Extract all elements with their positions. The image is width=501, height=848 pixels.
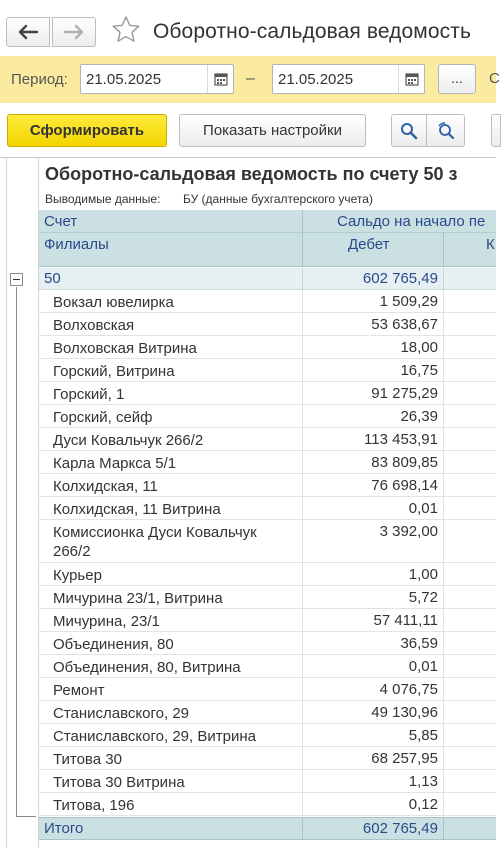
group-debit: 602 765,49 [362,270,438,287]
column-divider [302,336,303,358]
column-divider [443,655,444,677]
branch-debit: 5,72 [408,589,438,606]
branch-name: Мичурина 23/1, Витрина [53,590,223,607]
column-divider [443,497,444,519]
generate-button[interactable]: Сформировать [7,114,167,147]
report-area [0,157,496,847]
table-row[interactable] [39,563,496,586]
output-label: Выводимые данные: [45,192,161,206]
column-divider [302,818,303,839]
column-divider [443,233,444,266]
table-row[interactable] [39,678,496,701]
column-divider [443,520,444,562]
forward-button[interactable] [52,17,96,47]
group-account: 50 [44,270,61,287]
branch-name: Курьер [53,567,102,584]
search-icon [400,122,418,140]
search-next-icon [436,122,456,140]
column-divider [302,290,303,312]
period-from-field[interactable] [80,64,234,94]
column-divider [443,451,444,473]
column-header-credit: К [486,236,495,253]
column-divider [302,451,303,473]
window-header [0,0,496,56]
branch-name: Горский, 1 [53,386,125,403]
column-divider [302,655,303,677]
column-divider [443,586,444,608]
column-divider [302,359,303,381]
collapse-group-button[interactable] [10,273,23,286]
column-divider [443,405,444,427]
column-divider [302,210,303,232]
branch-name: Колхидская, 11 [53,478,158,495]
column-divider [302,586,303,608]
find-next-button[interactable] [427,114,465,147]
calendar-icon[interactable] [398,65,424,93]
branch-debit: 91 275,29 [371,385,438,402]
column-divider [443,724,444,746]
branch-debit: 36,59 [400,635,438,652]
table-row[interactable] [39,290,496,313]
branch-debit: 1,13 [408,773,438,790]
branch-debit: 18,00 [400,339,438,356]
column-divider [302,678,303,700]
arrow-left-icon [18,25,38,39]
period-bar [0,56,500,103]
table-row[interactable] [39,382,496,405]
gutter-divider [6,158,7,848]
branch-name: Объединения, 80 [53,636,174,653]
branch-name: Колхидская, 11 Витрина [53,501,221,518]
table-row[interactable] [39,313,496,336]
branch-debit: 53 638,67 [371,316,438,333]
branch-debit: 3 392,00 [379,523,438,540]
branch-debit: 83 809,85 [371,454,438,471]
calendar-icon[interactable] [207,65,233,93]
branch-debit: 0,12 [408,796,438,813]
branch-name: Волховская [53,317,135,334]
star-icon[interactable] [110,14,142,46]
table-header-row [39,210,496,233]
column-divider [443,290,444,312]
period-separator: – [246,70,255,87]
column-divider [302,405,303,427]
total-row [39,817,496,840]
branch-debit: 1,00 [408,566,438,583]
table-row[interactable] [39,724,496,747]
column-divider [443,793,444,815]
column-divider [302,233,303,266]
table-row[interactable] [39,520,496,563]
branch-name: Горский, Витрина [53,363,175,380]
table-row[interactable] [39,474,496,497]
column-divider [443,678,444,700]
column-divider [302,632,303,654]
table-row[interactable] [39,497,496,520]
column-divider [302,428,303,450]
column-divider [302,609,303,631]
table-row[interactable] [39,336,496,359]
period-to-field[interactable] [272,64,425,94]
branch-debit: 16,75 [400,362,438,379]
column-divider [443,268,444,290]
branch-name: Карла Маркса 5/1 [53,455,177,472]
branch-debit: 5,85 [408,727,438,744]
column-divider [443,632,444,654]
group-tree-line [16,816,36,817]
column-divider [443,818,444,839]
period-label: Период: [11,71,68,88]
branch-name: Мичурина, 23/1 [53,613,160,630]
column-divider [443,563,444,585]
column-divider [302,747,303,769]
back-button[interactable] [6,17,50,47]
branch-name: Станиславского, 29 [53,705,190,722]
branch-debit: 0,01 [408,500,438,517]
period-from-value: 21.05.2025 [86,71,162,88]
output-value: БУ (данные бухгалтерского учета) [183,192,373,206]
table-row[interactable] [39,405,496,428]
table-row[interactable] [39,793,496,816]
toolbar [0,103,496,157]
column-header-account: Счет [44,213,78,230]
column-divider [302,520,303,562]
table-row[interactable] [39,428,496,451]
table-header-row [39,233,496,267]
table-body [39,290,496,816]
column-divider [302,313,303,335]
branch-name: Ремонт [53,682,105,699]
column-divider [443,701,444,723]
branch-debit: 76 698,14 [371,477,438,494]
column-divider [443,609,444,631]
branch-name: Титова 30 [53,751,122,768]
select-period-button[interactable]: ... [438,64,476,94]
column-divider [443,313,444,335]
branch-debit: 113 453,91 [364,431,438,448]
branch-debit: 0,01 [408,658,438,675]
table-row[interactable] [39,632,496,655]
more-toolbar-button[interactable] [491,114,501,147]
branch-name: Титова 30 Витрина [53,774,185,791]
branch-debit: 57 411,11 [373,612,438,629]
column-divider [302,770,303,792]
branch-debit: 4 076,75 [379,681,438,698]
table-row[interactable] [39,609,496,632]
column-divider [443,770,444,792]
table-row[interactable] [39,655,496,678]
column-divider [302,382,303,404]
column-header-opening-balance: Сальдо на начало пе [337,213,486,230]
column-divider [302,474,303,496]
branch-name: Волховская Витрина [53,340,197,357]
arrow-right-icon [64,25,84,39]
branch-name: Комиссионка Дуси Ковальчук 266/2 [53,524,257,560]
column-divider [443,359,444,381]
column-divider [302,497,303,519]
column-header-debit: Дебет [348,236,390,253]
column-header-branches: Филиалы [44,236,109,253]
period-to-value: 21.05.2025 [278,71,354,88]
table-row[interactable] [39,701,496,724]
branch-debit: 68 257,95 [371,750,438,767]
column-divider [443,428,444,450]
group-row[interactable] [39,268,496,290]
branch-debit: 1 509,29 [379,293,438,310]
report-output-info [45,192,373,206]
column-divider [302,701,303,723]
branch-name: Титова, 196 [53,797,135,814]
table-row[interactable] [39,586,496,609]
branch-debit: 49 130,96 [371,704,438,721]
table-row[interactable] [39,451,496,474]
show-settings-button[interactable]: Показать настройки [179,114,366,147]
table-row[interactable] [39,747,496,770]
column-divider [302,268,303,290]
group-tree-line [16,287,17,817]
column-divider [443,747,444,769]
find-button[interactable] [391,114,427,147]
column-divider [443,474,444,496]
table-row[interactable] [39,359,496,382]
branch-name: Станиславского, 29, Витрина [53,728,256,745]
branch-name: Вокзал ювелирка [53,294,174,311]
report-title: Оборотно-сальдовая ведомость по счету 50 з [45,164,458,184]
branch-name: Дуси Ковальчук 266/2 [53,432,204,449]
branch-name: Горский, сейф [53,409,153,426]
period-extra-label: С [489,70,500,87]
column-divider [302,724,303,746]
page-title: Оборотно-сальдовая ведомость [153,20,471,43]
column-divider [443,382,444,404]
total-debit: 602 765,49 [362,820,438,837]
table-row[interactable] [39,770,496,793]
total-label: Итого [44,820,84,837]
column-divider [302,563,303,585]
branch-name: Объединения, 80, Витрина [53,659,241,676]
column-divider [302,793,303,815]
column-divider [443,336,444,358]
branch-debit: 26,39 [400,408,438,425]
